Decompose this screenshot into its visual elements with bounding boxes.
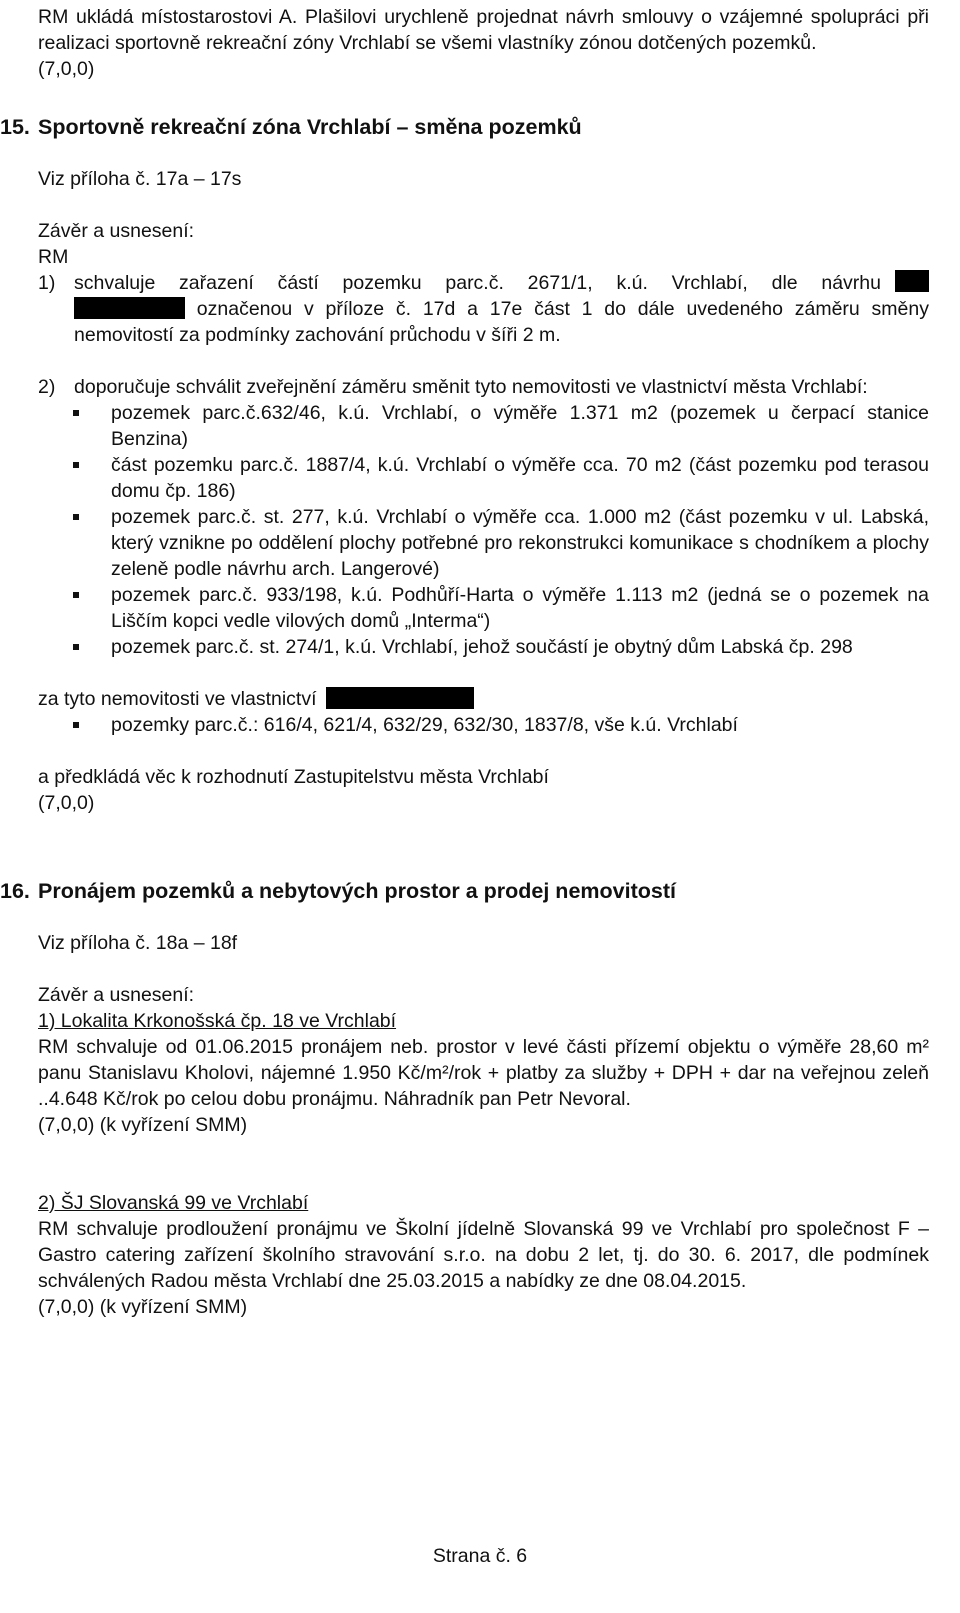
section-15-item-1 bbox=[38, 270, 929, 348]
document-page bbox=[0, 4, 929, 1320]
section-16-attachment: Viz příloha č. 18a – 18f bbox=[38, 932, 238, 954]
item-1-text-b: označenou v příloze č. 17d a 17e část 1 do dále uvedeného záměru směny nemovitostí za podmínky zachování průchodu v šíři 2 m. bbox=[74, 298, 929, 346]
redaction-block bbox=[895, 270, 929, 292]
section-15-item-2 bbox=[38, 374, 929, 400]
section-15-heading bbox=[0, 112, 929, 142]
section-16-heading bbox=[0, 876, 929, 906]
section-16-number: 16. bbox=[0, 879, 30, 903]
list-item: pozemky parc.č.: 616/4, 621/4, 632/29, 632/30, 1837/8, vše k.ú. Vrchlabí bbox=[38, 712, 929, 738]
section-15-title: Sportovně rekreační zóna Vrchlabí – směna pozemků bbox=[38, 115, 582, 139]
section-15-conclusion-label: Závěr a usnesení: bbox=[38, 220, 195, 242]
square-bullet-icon bbox=[73, 514, 79, 520]
intro-vote: (7,0,0) bbox=[38, 58, 95, 80]
section-16-sub-2-text: RM schvaluje prodloužení pronájmu ve Školní jídelně Slovanská 99 ve Vrchlabí pro společnost F – Gastro catering zařízení školního stravování s.r.o. na dobu 2 let, tj. do 30. 6. 2017, dle podmínek schválených Radou města Vrchlabí dne 25.03.2015 a nabídky ze dne 08.04.2015. bbox=[38, 1218, 929, 1292]
redaction-block bbox=[326, 687, 474, 709]
section-15-number: 15. bbox=[0, 115, 30, 139]
square-bullet-icon bbox=[73, 592, 79, 598]
item-2-text: doporučuje schválit zveřejnění záměru směnit tyto nemovitosti ve vlastnictví města Vrchlabí: bbox=[74, 376, 868, 398]
section-15-submit: a předkládá věc k rozhodnutí Zastupitelstvu města Vrchlabí bbox=[38, 766, 549, 788]
list-item: pozemek parc.č. st. 274/1, k.ú. Vrchlabí, jehož součástí je obytný dům Labská čp. 298 bbox=[38, 634, 929, 660]
section-16-sub-1-text: RM schvaluje od 01.06.2015 pronájem neb. prostor v levé části přízemí objektu o výměře 28,60 m² panu Stanislavu Kholovi, nájemné 1.950 Kč/m²/rok + platby za služby + DPH + dar na veřejnou zeleň ..4.648 Kč/rok po celou dobu pronájmu. Náhradník pan Petr Nevoral. bbox=[38, 1036, 929, 1110]
section-16-title: Pronájem pozemků a nebytových prostor a prodej nemovitostí bbox=[38, 879, 676, 903]
list-item: pozemek parc.č. 933/198, k.ú. Podhůří-Harta o výměře 1.113 m2 (jedná se o pozemek na Liščím kopci vedle vilových domů „Interma“) bbox=[38, 582, 929, 634]
section-15-rm: RM bbox=[38, 246, 69, 268]
redaction-block bbox=[74, 297, 185, 319]
ownership-line: za tyto nemovitosti ve vlastnictví bbox=[38, 686, 929, 712]
list-item: část pozemku parc.č. 1887/4, k.ú. Vrchlabí o výměře cca. 70 m2 (část pozemku pod terasou domu čp. 186) bbox=[38, 452, 929, 504]
list-item: pozemek parc.č.632/46, k.ú. Vrchlabí, o výměře 1.371 m2 (pozemek u čerpací stanice Benzina) bbox=[38, 400, 929, 452]
item-2-label: 2) bbox=[38, 376, 56, 398]
square-bullet-icon bbox=[73, 462, 79, 468]
list-item: pozemek parc.č. st. 277, k.ú. Vrchlabí o výměře cca. 1.000 m2 (část pozemku v ul. Labská, který vznikne po oddělení plochy potřebné pro rekonstrukci komunikace s chodníkem a plochy zeleně podle návrhu arch. Langerové) bbox=[38, 504, 929, 582]
section-16-sub-1-title: 1) Lokalita Krkonošská čp. 18 ve Vrchlabí bbox=[38, 1010, 397, 1032]
section-15-attachment: Viz příloha č. 17a – 17s bbox=[38, 168, 242, 190]
intro-paragraph: RM ukládá místostarostovi A. Plašilovi urychleně projednat návrh smlouvy o vzájemné spolupráci při realizaci sportovně rekreační zóny Vrchlabí se všemi vlastníky zónou dotčených pozemků. bbox=[38, 6, 929, 54]
square-bullet-icon bbox=[73, 644, 79, 650]
item-1-label: 1) bbox=[38, 272, 56, 294]
section-16-sub-2-vote: (7,0,0) (k vyřízení SMM) bbox=[38, 1296, 248, 1318]
section-16-conclusion-label: Závěr a usnesení: bbox=[38, 984, 195, 1006]
item-1-text-a: schvaluje zařazení částí pozemku parc.č. 2671/1, k.ú. Vrchlabí, dle návrhu bbox=[74, 272, 881, 294]
section-16-sub-2-title: 2) ŠJ Slovanská 99 ve Vrchlabí bbox=[38, 1192, 309, 1214]
section-15-property-list bbox=[38, 400, 929, 660]
section-15-exchange-list bbox=[38, 712, 929, 738]
page-footer: Strana č. 6 bbox=[432, 1545, 528, 1567]
square-bullet-icon bbox=[73, 410, 79, 416]
section-15-vote: (7,0,0) bbox=[38, 792, 95, 814]
square-bullet-icon bbox=[73, 722, 79, 728]
section-16-sub-1-vote: (7,0,0) (k vyřízení SMM) bbox=[38, 1114, 248, 1136]
